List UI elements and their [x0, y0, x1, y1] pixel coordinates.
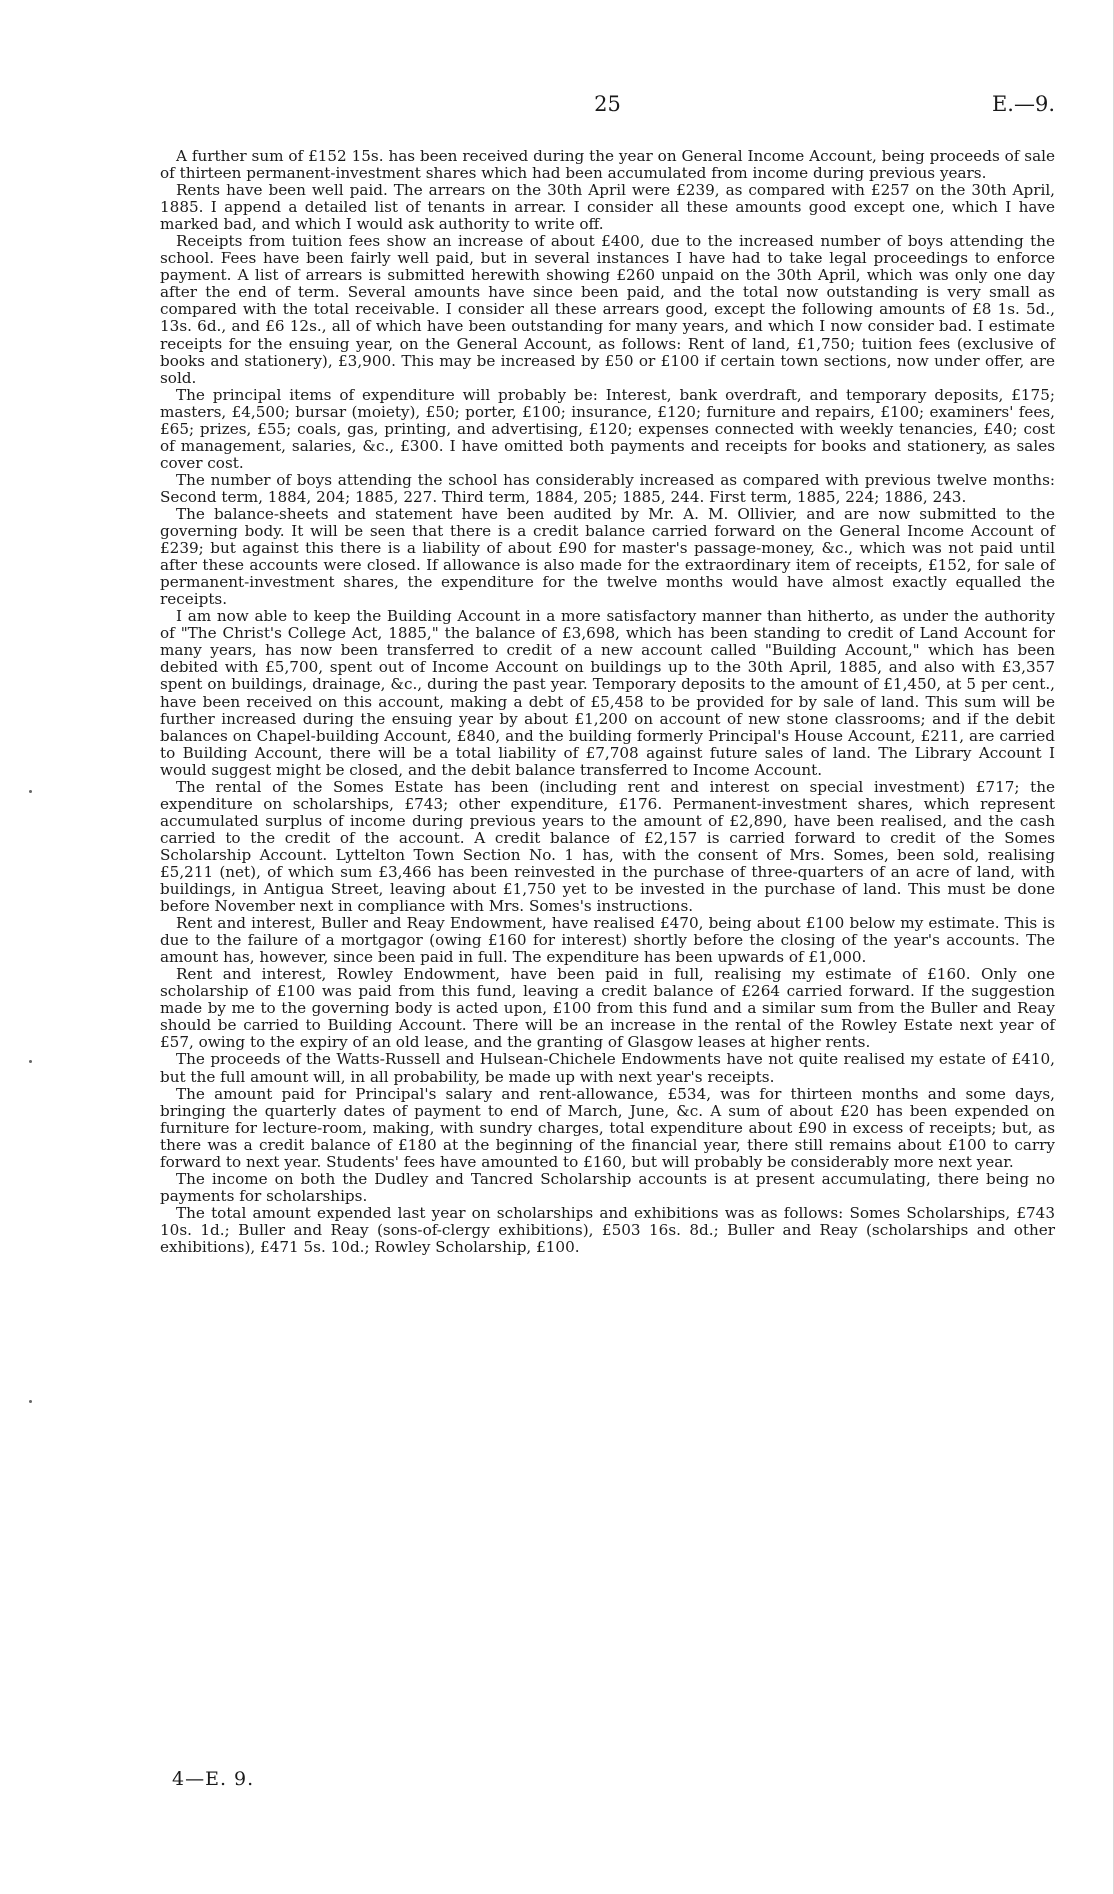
- paragraph-expenditure: The principal items of expenditure will probably be: Interest, bank overdraft, and temporary deposits, £175; masters, £4,500; bursar (moiety), £50; porter, £100; insurance, £120; furniture and repairs, £100; examiners' fees, £65; prizes, £55; coals, gas, printing, and advertising, £120; expenses connected with weekly tenancies, £40; cost of management, salaries, &c., £300. I have omitted both payments and receipts for books and stationery, as sales cover cost.: [160, 385, 1055, 472]
- margin-mark: [29, 1060, 32, 1063]
- paragraph-principal-salary: The amount paid for Principal's salary and rent-allowance, £534, was for thirteen months and some days, bringing the quarterly dates of payment to end of March, June, &c. A sum of about £20 has been expended on furniture for lecture-room, making, with sundry charges, total expenditure about £90 in excess of receipts; but, as there was a credit balance of £180 at the beginning of the financial year, there still remains about £100 to carry forward to next year. Students' fees have amounted to £160, but will probably be considerably more next year.: [160, 1084, 1055, 1171]
- paragraph-buller-reay: Rent and interest, Buller and Reay Endowment, have realised £470, being about £100 below my estimate. This is due to the failure of a mortgagor (owing £160 for interest) shortly before the closing of the year's accounts. The amount has, however, since been paid in full. The expenditure has been upwards of £1,000.: [160, 914, 1055, 967]
- signature-reference: 4—E. 9.: [172, 1768, 255, 1790]
- paragraph-audit: The balance-sheets and statement have been audited by Mr. A. M. Ollivier, and are now submitted to the governing body. It will be seen that there is a credit balance carried forward on the General Income Account of £239; but against this there is a liability of about £90 for master's passage-money, &c., which was not paid until after these accounts were closed. If allowance is also made for the extraordinary item of receipts, £152, for sale of permanent-investment shares, the expenditure for the twelve months would have almost exactly equalled the receipts.: [160, 504, 1055, 609]
- paragraph-income-shares: A further sum of £152 15s. has been received during the year on General Income Account, being proceeds of sale of thirteen permanent-investment shares which had been accumulated from income during previous years.: [160, 147, 1055, 183]
- document-reference: E.—9.: [991, 92, 1055, 116]
- page-number: 25: [594, 92, 621, 116]
- paragraph-somes-estate: The rental of the Somes Estate has been (including rent and interest on special investment) £717; the expenditure on scholarships, £743; other expenditure, £176. Permanent-investment shares, which represent accumulated surplus of income during previous years to the amount of £2,890, have been realised, and the cash carried to the credit of the account. A credit balance of £2,157 is carried forward to credit of the Somes Scholarship Account. Lyttelton Town Section No. 1 has, with the consent of Mrs. Somes, been sold, realising £5,211 (net), of which sum £3,466 has been reinvested in the purchase of three-quarters of an acre of land, with buildings, in Antigua Street, leaving about £1,750 yet to be invested in the purchase of land. This must be done before November next in compliance with Mrs. Somes's instructions.: [160, 777, 1055, 916]
- paragraph-building-account: I am now able to keep the Building Account in a more satisfactory manner than hitherto, as under the authority of "The Christ's College Act, 1885," the balance of £3,698, which has been standing to credit of Land Account for many years, has now been transferred to credit of a new account called "Building Account," which has been debited with £5,700, spent out of Income Account on buildings up to the 30th April, 1885, and also with £3,357 spent on buildings, drainage, &c., during the past year. Temporary deposits to the amount of £1,450, at 5 per cent., have been received on this account, making a debt of £5,458 to be provided for by sale of land. This sum will be further increased during the ensuing year by about £1,200 on account of new stone classrooms; and if the debit balances on Chapel-building Account, £840, and the building formerly Principal's House Account, £211, are carried to Building Account, there will be a total liability of £7,708 against future sales of land. The Library Account I would suggest might be closed, and the debit balance transferred to Income Account.: [160, 607, 1055, 779]
- paragraph-scholarship-totals: The total amount expended last year on scholarships and exhibitions was as follows: Somes Scholarships, £743 10s. 1d.; Buller and Reay (sons-of-clergy exhibitions), £503 16s. 8d.; Buller and Reay (scholarships and other exhibitions), £471 5s. 10d.; Rowley Scholarship, £100.: [160, 1203, 1055, 1256]
- paragraph-dudley-tancred: The income on both the Dudley and Tancred Scholarship accounts is at present accumulating, there being no payments for scholarships.: [160, 1169, 1055, 1205]
- paragraph-watts-russell: The proceeds of the Watts-Russell and Hulsean-Chichele Endowments have not quite realised my estate of £410, but the full amount will, in all probability, be made up with next year's receipts.: [160, 1050, 1055, 1086]
- paragraph-rents: Rents have been well paid. The arrears on the 30th April were £239, as compared with £257 on the 30th April, 1885. I append a detailed list of tenants in arrear. I consider all these amounts good except one, which I have marked bad, and which I would ask authority to write off.: [160, 181, 1055, 234]
- report-body: [160, 148, 1055, 1256]
- paragraph-tuition-fees: Receipts from tuition fees show an increase of about £400, due to the increased number of boys attending the school. Fees have been fairly well paid, but in several instances I have had to take legal proceedings to enforce payment. A list of arrears is submitted herewith showing £260 unpaid on the 30th April, which was only one day after the end of term. Several amounts have since been paid, and the total now outstanding is very small as compared with the total receivable. I consider all these arrears good, except the following amounts of £8 1s. 5d., 13s. 6d., and £6 12s., all of which have been outstanding for many years, and which I now consider bad. I estimate receipts for the ensuing year, on the General Account, as follows: Rent of land, £1,750; tuition fees (exclusive of books and stationery), £3,900. This may be increased by £50 or £100 if certain town sections, now under offer, are sold.: [160, 232, 1055, 387]
- margin-mark: [29, 1400, 32, 1403]
- paragraph-attendance: The number of boys attending the school has considerably increased as compared with previous twelve months: Second term, 1884, 204; 1885, 227. Third term, 1884, 205; 1885, 244. First term, 1885, 224; 1886, 243.: [160, 470, 1055, 506]
- margin-mark: [29, 790, 32, 793]
- page-header: [160, 92, 1055, 122]
- paragraph-rowley: Rent and interest, Rowley Endowment, have been paid in full, realising my estimate of £160. Only one scholarship of £100 was paid from this fund, leaving a credit balance of £264 carried forward. If the suggestion made by me to the governing body is acted upon, £100 from this fund and a similar sum from the Buller and Reay should be carried to Building Account. There will be an increase in the rental of the Rowley Estate next year of £57, owing to the expiry of an old lease, and the granting of Glasgow leases at higher rents.: [160, 965, 1055, 1052]
